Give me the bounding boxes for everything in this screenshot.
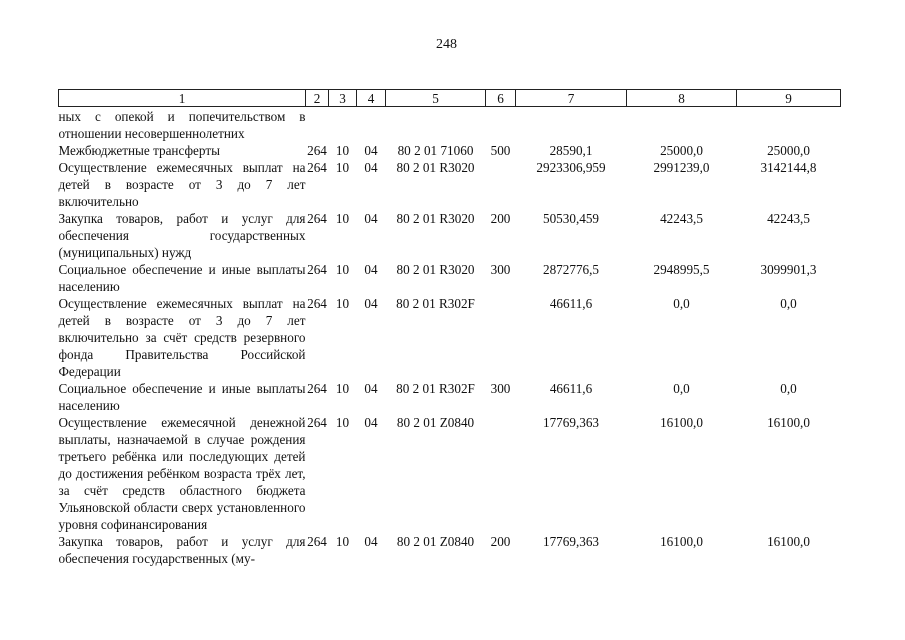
- cell-amount-9: 0,0: [780, 296, 797, 311]
- cell-amount-9: 3099901,3: [760, 262, 817, 277]
- col-header-8: 8: [627, 90, 737, 107]
- col-header-9: 9: [737, 90, 841, 107]
- cell-subsection: 04: [364, 211, 378, 226]
- cell-subsection: 04: [364, 143, 378, 158]
- col-header-1: 1: [59, 90, 306, 107]
- col-header-3: 3: [329, 90, 357, 107]
- cell-expense-type: 300: [490, 381, 511, 396]
- cell-amount-9: 25000,0: [767, 143, 810, 158]
- cell-admin: 264: [307, 211, 327, 226]
- cell-section: [329, 107, 357, 143]
- cell-amount-7: 2923306,959: [536, 160, 606, 175]
- cell-target: 80 2 01 R3020: [396, 211, 475, 226]
- cell-section: 10: [335, 415, 350, 430]
- row-name: Закупка товаров, работ и услуг для обеспечения государственных (муниципальных) нужд: [58, 211, 306, 260]
- cell-admin: [306, 107, 329, 143]
- table-row: [59, 295, 841, 380]
- cell-amount-8: 16100,0: [660, 415, 703, 430]
- cell-expense-type: 200: [490, 534, 511, 549]
- cell-target: 80 2 01 R302F: [396, 381, 475, 396]
- table-row: [59, 380, 841, 414]
- page-number: 248: [436, 37, 457, 52]
- table-row: [59, 159, 841, 210]
- cell-amount-7: 2872776,5: [542, 262, 600, 277]
- cell-section: 10: [335, 262, 350, 277]
- cell-subsection: 04: [364, 160, 378, 175]
- row-name: Межбюджетные трансферты: [58, 143, 220, 158]
- header-row: [59, 90, 841, 107]
- cell-amount-9: 42243,5: [767, 211, 810, 226]
- cell-amount-8: [627, 107, 737, 143]
- cell-amount-7: 46611,6: [549, 296, 593, 311]
- cell-expense-type: [486, 414, 516, 533]
- cell-amount-7: 17769,363: [542, 534, 600, 549]
- cell-expense-type: [486, 107, 516, 143]
- cell-amount-7: 17769,363: [542, 415, 600, 430]
- col-header-6: 6: [486, 90, 516, 107]
- cell-amount-8: 0,0: [673, 381, 690, 396]
- cell-amount-9: 16100,0: [767, 534, 810, 549]
- cell-amount-7: 50530,459: [542, 211, 600, 226]
- row-name: Социальное обеспечение и иные выплаты населению: [58, 381, 306, 413]
- cell-amount-8: 0,0: [673, 296, 690, 311]
- budget-table: [58, 89, 841, 567]
- cell-amount-9: 16100,0: [767, 415, 810, 430]
- cell-amount-7: 28590,1: [549, 143, 593, 158]
- row-name: ных с опекой и попечительством в отношении несовершеннолетних: [58, 109, 306, 141]
- cell-amount-8: 2991239,0: [653, 160, 710, 175]
- table-row: [59, 533, 841, 567]
- row-name: Осуществление ежемесячных выплат на детей в возрасте от 3 до 7 лет включительно: [58, 160, 306, 209]
- cell-subsection: 04: [364, 381, 378, 396]
- cell-subsection: [357, 107, 386, 143]
- cell-expense-type: [486, 295, 516, 380]
- table-row: [59, 142, 841, 159]
- cell-section: 10: [335, 211, 350, 226]
- cell-amount-7: [516, 107, 627, 143]
- row-name: Социальное обеспечение и иные выплаты населению: [58, 262, 306, 294]
- cell-subsection: 04: [364, 262, 378, 277]
- cell-amount-8: 16100,0: [660, 534, 703, 549]
- cell-section: 10: [335, 296, 350, 311]
- cell-amount-9: [737, 107, 841, 143]
- cell-amount-8: 25000,0: [660, 143, 703, 158]
- cell-admin: 264: [307, 381, 327, 396]
- cell-admin: 264: [307, 534, 327, 549]
- cell-admin: 264: [307, 143, 327, 158]
- cell-section: 10: [335, 143, 350, 158]
- cell-target: 80 2 01 Z0840: [396, 534, 475, 549]
- cell-section: 10: [335, 381, 350, 396]
- cell-subsection: 04: [364, 415, 378, 430]
- cell-admin: 264: [307, 415, 327, 430]
- cell-admin: 264: [307, 160, 327, 175]
- table-row: [59, 107, 841, 143]
- row-name: Осуществление ежемесячной денежной выплаты, назначаемой в случае рождения третьего ребёнка или последующих детей до достижения ребёнком возраста трёх лет, за счёт средств областного бюджета Ульяновской области сверх установленного уровня софинансирования: [58, 415, 306, 532]
- cell-expense-type: [486, 159, 516, 210]
- cell-expense-type: 500: [490, 143, 511, 158]
- table-row: [59, 210, 841, 261]
- row-name: Закупка товаров, работ и услуг для обеспечения государственных (му-: [58, 534, 306, 566]
- cell-admin: 264: [307, 296, 327, 311]
- cell-amount-8: 42243,5: [660, 211, 703, 226]
- cell-target: 80 2 01 R3020: [396, 262, 475, 277]
- cell-amount-8: 2948995,5: [653, 262, 710, 277]
- cell-target: 80 2 01 Z0840: [396, 415, 475, 430]
- cell-target: 80 2 01 71060: [397, 143, 474, 158]
- cell-amount-9: 3142144,8: [760, 160, 817, 175]
- cell-subsection: 04: [364, 534, 378, 549]
- col-header-5: 5: [386, 90, 486, 107]
- cell-amount-7: 46611,6: [549, 381, 593, 396]
- cell-subsection: 04: [364, 296, 378, 311]
- cell-section: 10: [335, 534, 350, 549]
- col-header-4: 4: [357, 90, 386, 107]
- cell-target: 80 2 01 R3020: [396, 160, 475, 175]
- cell-expense-type: 300: [490, 262, 511, 277]
- cell-section: 10: [335, 160, 350, 175]
- col-header-7: 7: [516, 90, 627, 107]
- table-row: [59, 414, 841, 533]
- cell-target: [386, 107, 486, 143]
- col-header-2: 2: [306, 90, 329, 107]
- cell-target: 80 2 01 R302F: [396, 296, 475, 311]
- cell-amount-9: 0,0: [780, 381, 797, 396]
- row-name: Осуществление ежемесячных выплат на детей в возрасте от 3 до 7 лет включительно за счёт средств резервного фонда Правительства Российской Федерации: [58, 296, 306, 379]
- cell-admin: 264: [307, 262, 327, 277]
- cell-expense-type: 200: [490, 211, 511, 226]
- table-row: [59, 261, 841, 295]
